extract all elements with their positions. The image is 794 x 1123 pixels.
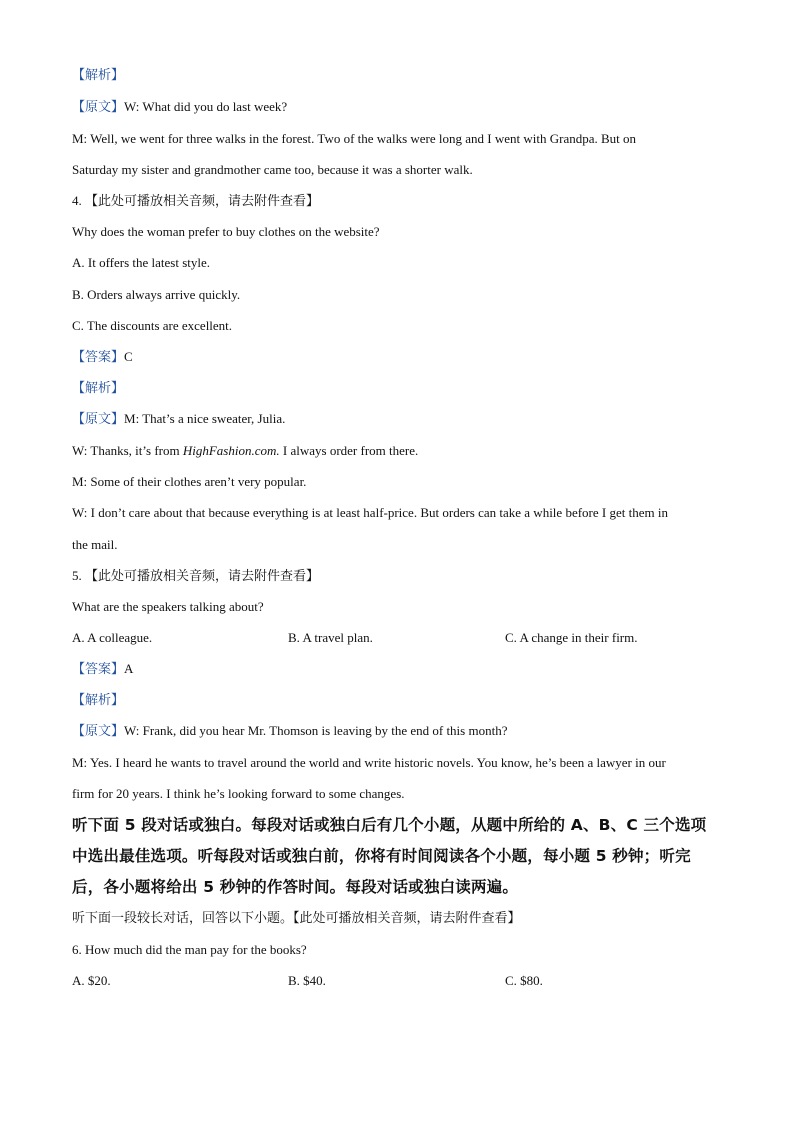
q5-option-a: A. A colleague. [72,630,153,645]
section-instruction-line1: 听下面 5 段对话或独白。每段对话或独白后有几个小题，从题中所给的 A、B、C 三个选项 [72,816,707,834]
q6-question: 6. How much did the man pay for the books? [72,942,307,957]
q4-question: Why does the woman prefer to buy clothes on the website? [72,224,380,239]
q3-transcript-line1: 【原文】W: What did you do last week? [72,99,288,114]
q5-transcript-line3: firm for 20 years. I think he’s looking forward to some changes. [72,786,405,801]
q5-question: What are the speakers talking about? [72,599,264,614]
q6-option-a: A. $20. [72,973,111,988]
q4-analysis-label: 【解析】 [72,380,125,395]
q4-transcript-line2: W: Thanks, it’s from HighFashion.com. I always order from there. [72,443,419,458]
q4-answer: C [124,349,133,364]
q5-answer-label: 【答案】 [72,661,125,676]
section-instruction-line2: 中选出最佳选项。听每段对话或独白前，你将有时间阅读各个小题，每小题 5 秒钟；听完 [72,847,691,865]
q4-transcript-line5: the mail. [72,537,118,552]
q5-analysis-label: 【解析】 [72,692,125,707]
q4-answer-row [72,349,133,365]
q3-transcript-line2: M: Well, we went for three walks in the forest. Two of the walks were long and I went with Grandpa. But on [72,131,637,146]
q6-option-c: C. $80. [505,973,543,988]
q5-option-b: B. A travel plan. [288,630,373,645]
q5-answer-row [72,661,133,677]
q4-option-c: C. The discounts are excellent. [72,318,233,333]
section-sub-note: 听下面一段较长对话，回答以下小题。【此处可播放相关音频，请去附件查看】 [72,911,521,926]
q5-option-c: C. A change in their firm. [505,630,638,645]
q4-transcript-line3: M: Some of their clothes aren’t very popular. [72,474,307,489]
q5-transcript-line1: 【原文】W: Frank, did you hear Mr. Thomson is leaving by the end of this month? [72,723,508,738]
q4-option-a: A. It offers the latest style. [72,255,211,270]
q5-transcript-label: 【原文】 [72,723,125,738]
q5-transcript-line2: M: Yes. I heard he wants to travel around the world and write historic novels. You know, he’s been a lawyer in our [72,755,666,770]
q5-heading: 5. 【此处可播放相关音频，请去附件查看】 [72,568,320,583]
q5-answer: A [124,661,134,676]
q4-transcript-line1: 【原文】M: That’s a nice sweater, Julia. [72,411,286,426]
q3-transcript-label: 【原文】 [72,99,125,114]
q4-heading: 4. 【此处可播放相关音频，请去附件查看】 [72,193,320,208]
q4-answer-label: 【答案】 [72,349,125,364]
q6-option-b: B. $40. [288,973,326,988]
q4-option-b: B. Orders always arrive quickly. [72,287,241,302]
website-name: HighFashion.com. [182,443,280,458]
q3-analysis-label: 【解析】 [72,67,125,82]
q3-transcript-line3: Saturday my sister and grandmother came too, because it was a shorter walk. [72,162,473,177]
q4-transcript-label: 【原文】 [72,411,125,426]
q4-transcript-line4: W: I don’t care about that because everything is at least half-price. But orders can take a while before I get them in [72,505,668,520]
section-instruction-line3: 后，各小题将给出 5 秒钟的作答时间。每段对话或独白读两遍。 [72,878,519,896]
